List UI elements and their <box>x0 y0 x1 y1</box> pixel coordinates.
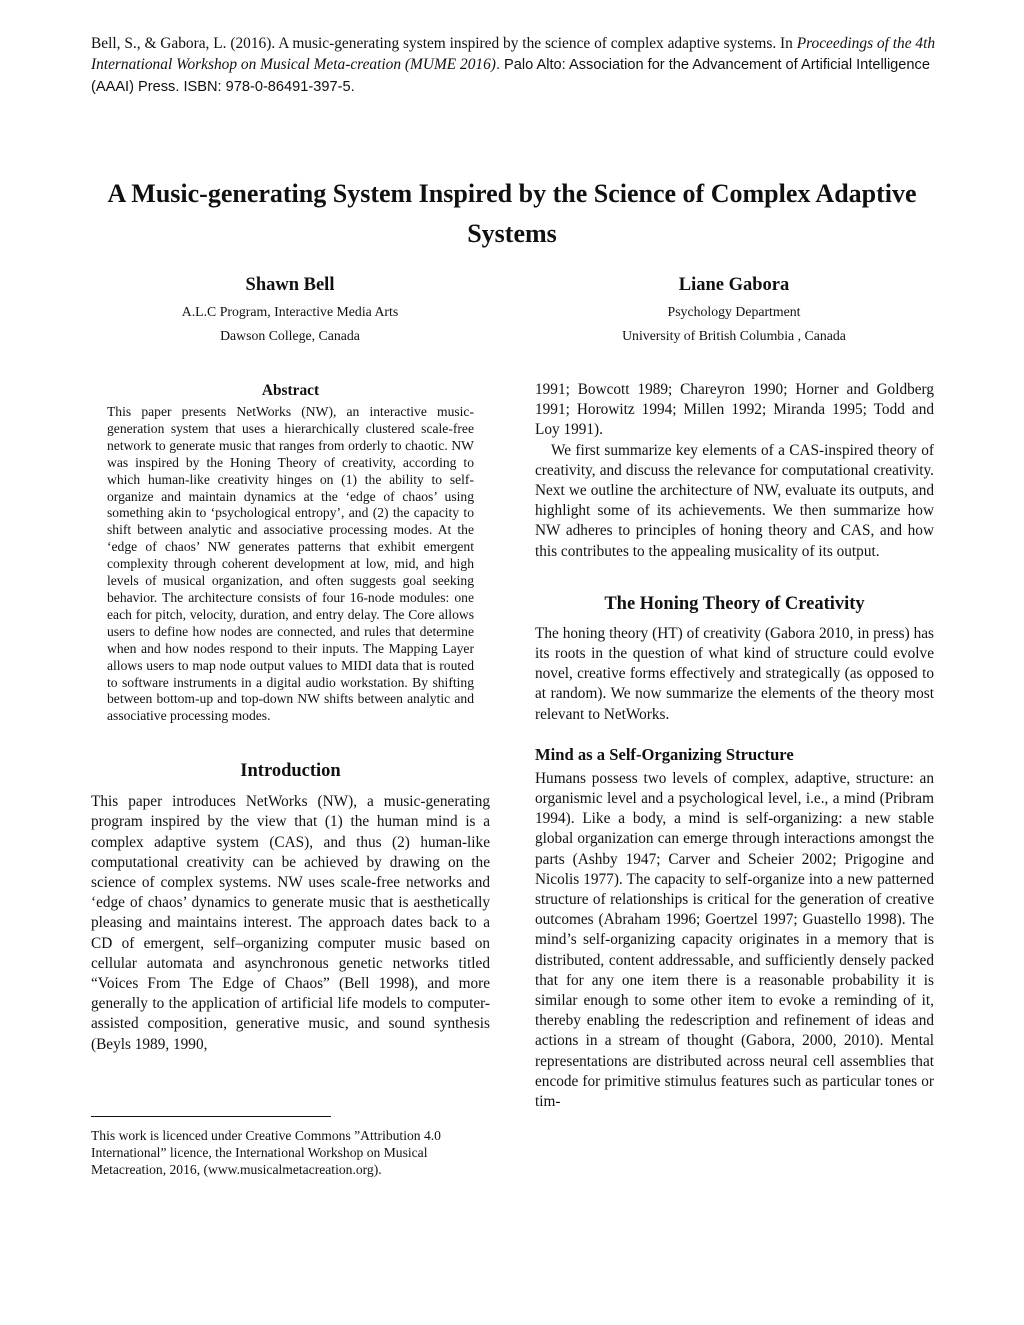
honing-theory-heading: The Honing Theory of Creativity <box>604 593 865 614</box>
footnote-divider <box>91 1116 331 1117</box>
citation-text: Bell, S., & Gabora, L. (2016). A music-generating system inspired by the science of complex adaptive systems. In <box>91 35 793 52</box>
abstract <box>107 380 474 725</box>
introduction-paragraph: This paper introduces NetWorks (NW), a music-generating program inspired by the view that (1) the human mind is a complex adaptive system (CAS), and thus (2) human-like computational creativity can be achieved by drawing on the science of complex systems. NW uses scale-free networks and ‘edge of chaos’ dynamics to generate music that is aesthetically pleasing and maintains interest. The approach dates back to a CD of emergent, self–organizing computer music based on cellular automata and asynchronous genetic networks titled “Voices From The Edge of Chaos” (Bell 1998), and more generally to the application of artificial life models to computer-assisted composition, generative music, and sound synthesis (Beyls 1989, 1990, <box>91 793 490 1053</box>
author-name: Liane Gabora <box>678 275 790 295</box>
author-affiliation: Psychology Department <box>667 304 801 319</box>
citation-proceedings: Proceedings of the 4th International Workshop on Musical Meta-creation (MUME 2016) <box>91 35 936 73</box>
author-block-2 <box>554 272 914 346</box>
author-affiliation: A.L.C Program, Interactive Media Arts <box>181 304 399 319</box>
author-block-1 <box>110 272 470 346</box>
citation <box>91 33 951 98</box>
license-footnote: This work is licenced under Creative Commons ”Attribution 4.0 International” licence, the International Workshop on Musical Metacreation, 2016, (www.musicalmetacreation.org). <box>91 1128 441 1177</box>
paper-title: A Music-generating System Inspired by the Science of Complex Adaptive Systems <box>107 179 917 248</box>
mind-paragraph: Humans possess two levels of complex, adaptive, structure: an organismic level and a psychological level, i.e., a mind (Pribram 1994). Like a body, a mind is self-organizing: a new stable global organization can emerge through interactions amongst the parts (Ashby 1947; Carver and Scheier 2002; Prigogine and Nicolis 1977). The capacity to self-organize into a new patterned structure of relationships is critical for the generation of creative outcomes (Abraham 1996; Goertzel 1997; Guastello 1998). The mind’s self-organizing capacity originates in a memory that is distributed, content addressable, and sufficiently densely packed that for any one item there is a reasonable probability it is similar enough to some other item to evoke a reminding of it, thereby enabling the redescription and refinement of ideas and actions in a stream of thought (Gabora, 2000, 2010). Mental representations are distributed across neural cell assemblies that encode for primitive stimulus features such as particular tones or tim- <box>535 769 934 1111</box>
author-affiliation: University of British Columbia , Canada <box>622 328 846 343</box>
abstract-text: This paper presents NetWorks (NW), an interactive music-generation system that uses a hierarchically clustered scale-free network to generate music that ranges from orderly to chaotic. NW was inspired by the Honing Theory of creativity, according to which human-like creativity hinges on (1) the ability to self-organize and maintain dynamics at the ‘edge of chaos’ using something akin to ‘psychological entropy’, and (2) the capacity to shift between analytic and associative processing modes. At the ‘edge of chaos’ NW generates patterns that exhibit emergent complexity through coherent development at low, mid, and high levels of musical organization, and often suggests goal seeking behavior. The architecture consists of four 16-node modules: one each for pitch, velocity, duration, and entry delay. The Core allows users to define how nodes are connected, and rules that determine when and how nodes respond to their inputs. The Mapping Layer allows users to map node output values to MIDI data that is routed to software instruments in a digital audio workstation. By shifting between bottom-up and top-down NW shifts between analytic and associative processing modes. <box>107 404 474 724</box>
introduction-continuation: 1991; Bowcott 1989; Chareyron 1990; Horner and Goldberg 1991; Horowitz 1994; Millen 1992; Miranda 1995; Todd and Loy 1991). <box>535 381 934 439</box>
citation-publisher: . Palo Alto: Association for the Advancement of Artificial Intelligence (AAAI) Press. ISBN: 978-0-86491-397-5. <box>91 57 930 95</box>
right-column <box>535 380 934 1112</box>
left-column <box>91 380 490 1055</box>
author-name: Shawn Bell <box>245 275 335 295</box>
introduction-heading: Introduction <box>240 761 341 782</box>
author-affiliation: Dawson College, Canada <box>220 328 360 343</box>
honing-theory-paragraph: The honing theory (HT) of creativity (Gabora 2010, in press) has its roots in the question of what kind of structure could evolve novel, creative forms effectively and strategically (as opposed to at random). We now summarize the elements of the theory most relevant to NetWorks. <box>535 624 934 723</box>
introduction-paragraph-2: We first summarize key elements of a CAS-inspired theory of creativity, and discuss the relevance for computational creativity. Next we outline the architecture of NW, evaluate its outputs, and highlight some of its achievements. We then summarize how NW adheres to principles of honing theory and CAS, and how this contributes to the appealing musicality of its output. <box>535 441 934 560</box>
mind-heading: Mind as a Self-Organizing Structure <box>535 744 794 764</box>
abstract-heading: Abstract <box>261 382 320 399</box>
